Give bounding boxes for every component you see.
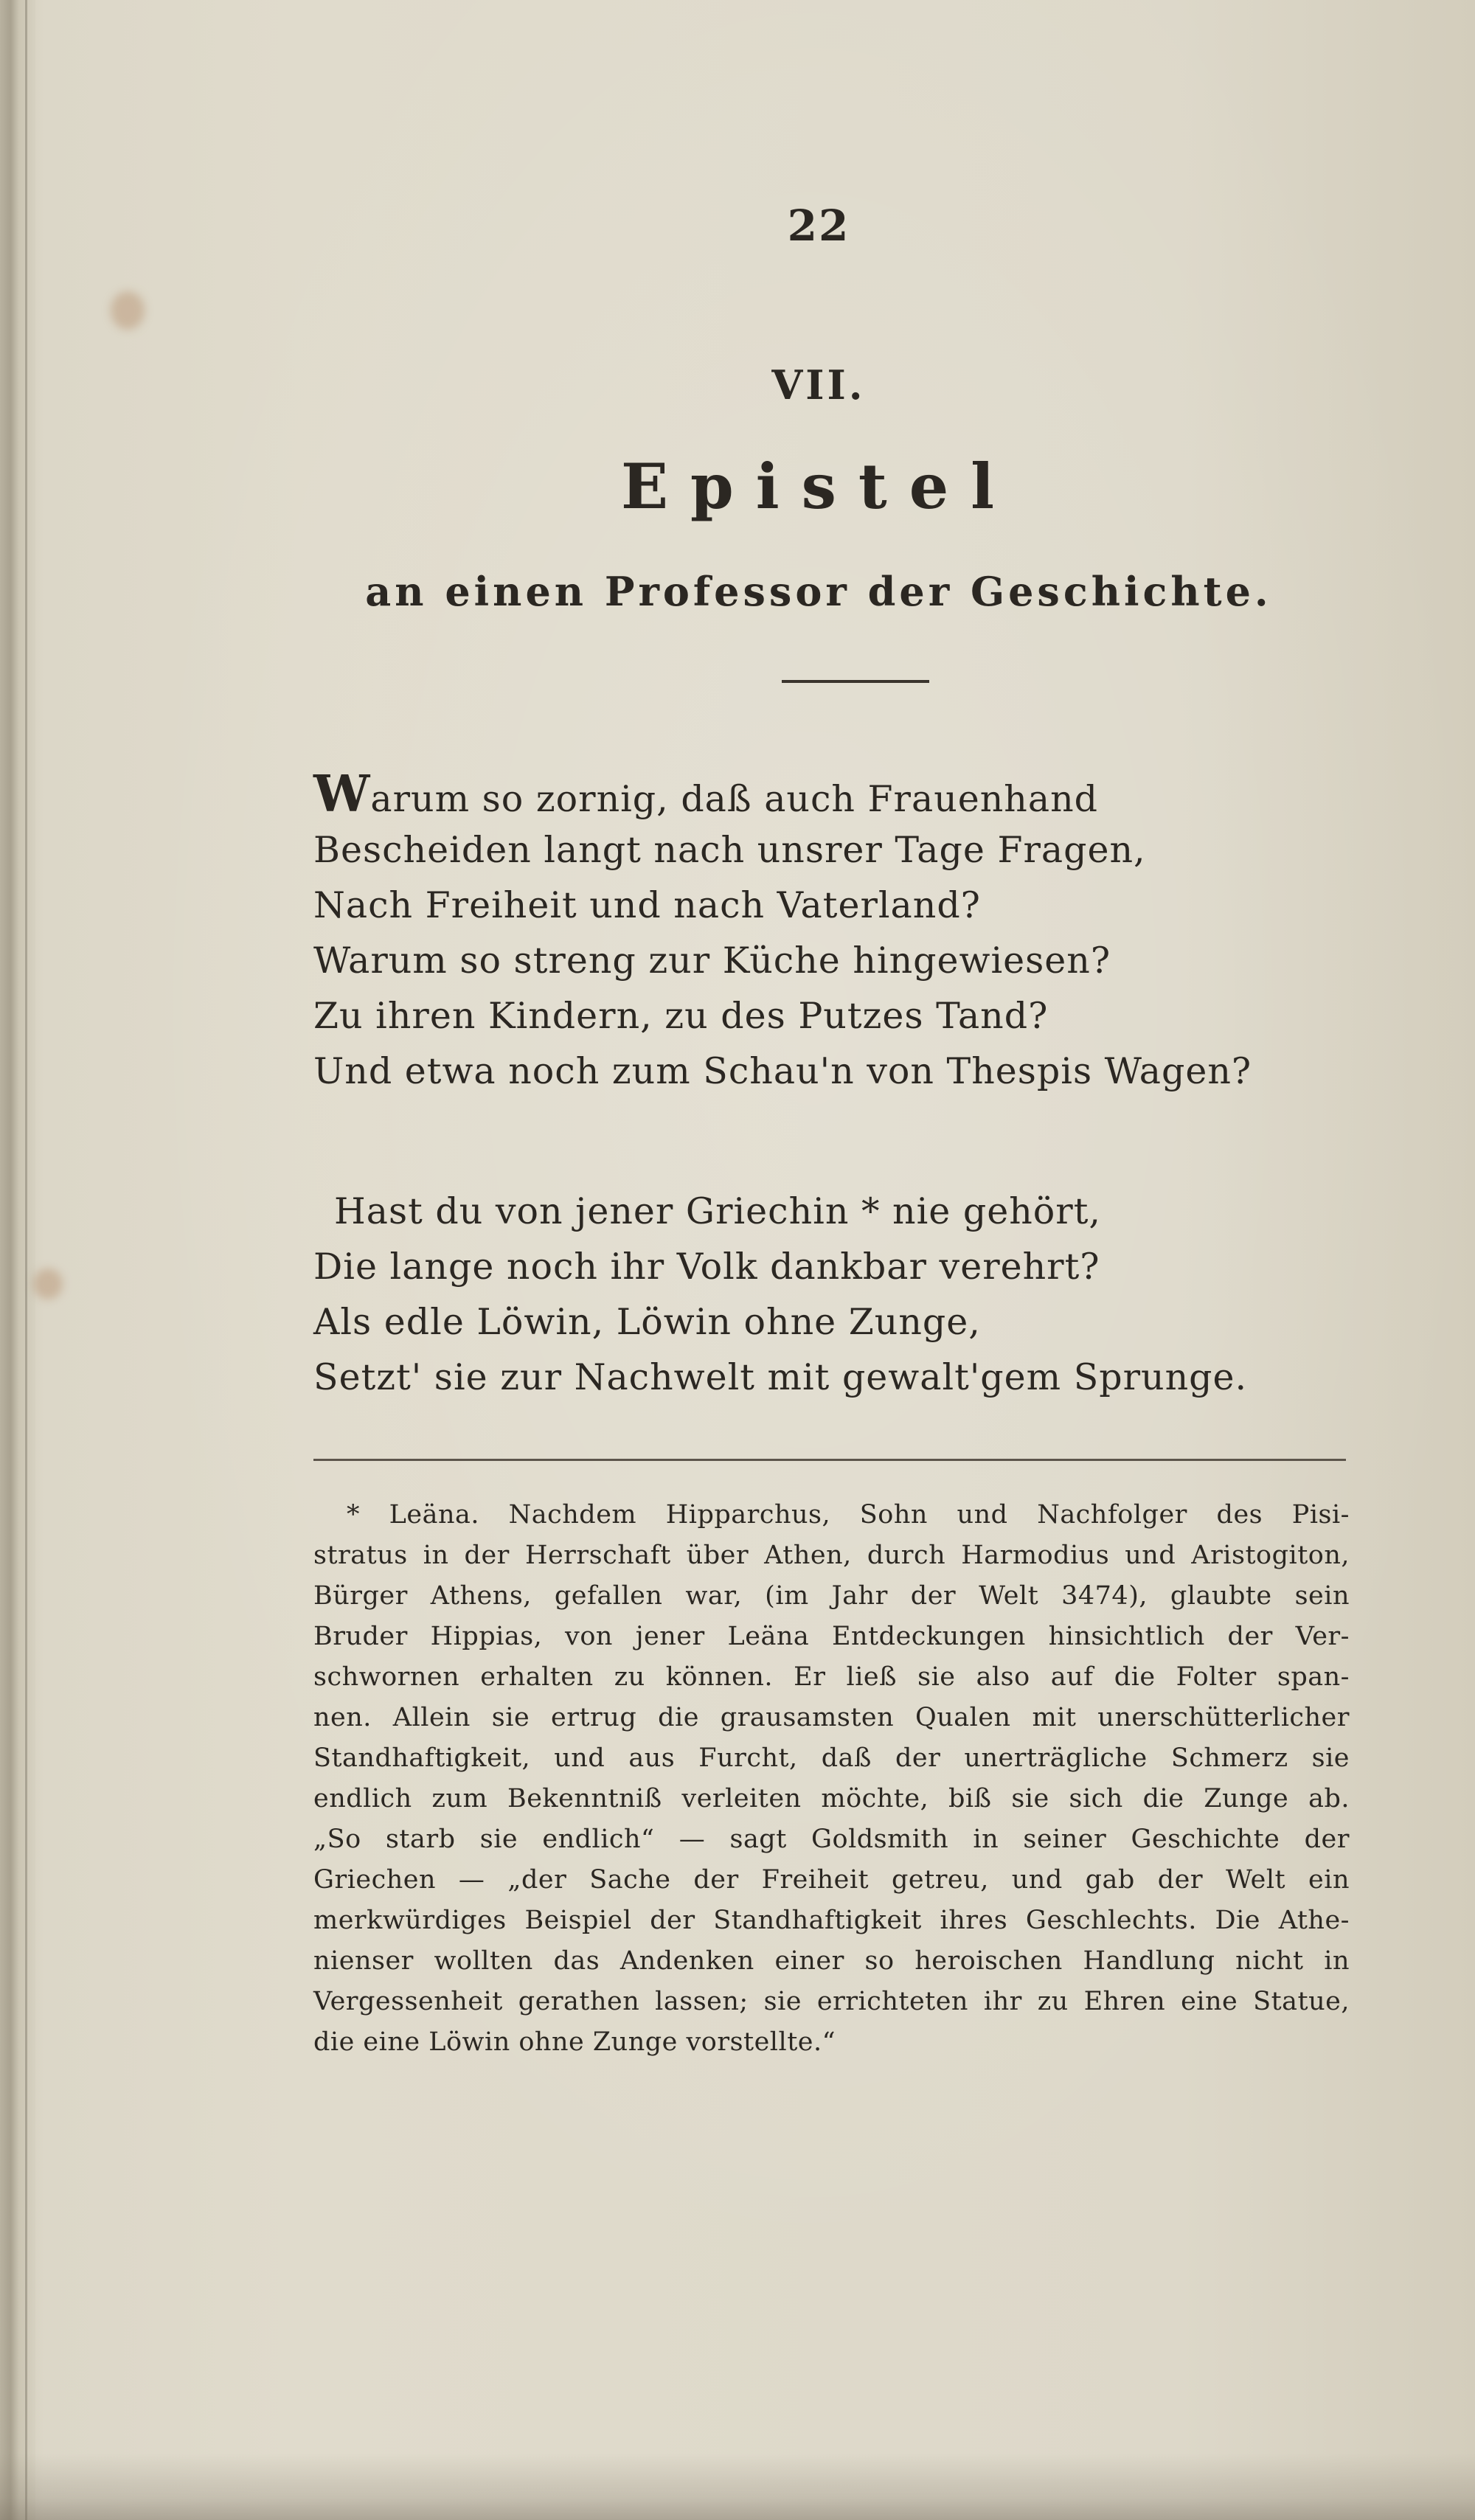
verse-line: Zu ihren Kindern, zu des Putzes Tand? [313, 995, 1049, 1037]
verse-line: Die lange noch ihr Volk dankbar verehrt? [313, 1246, 1100, 1288]
footnote-line: endlich zum Bekenntniß verleiten möchte, biß sie sich die Zunge ab. [313, 1784, 1350, 1813]
footnote-line: Standhaftigkeit, und aus Furcht, daß der unerträgliche Schmerz sie [313, 1743, 1350, 1773]
footnote-line: stratus in der Herrschaft über Athen, durch Harmodius und Aristogiton, [313, 1541, 1350, 1570]
footnote-line: * Leäna. Nachdem Hipparchus, Sohn und Nachfolger des Pisi- [347, 1500, 1350, 1530]
verse-line: Bescheiden langt nach unsrer Tage Fragen, [313, 829, 1146, 871]
footnote-line: merkwürdiges Beispiel der Standhaftigkeit ihres Geschlechts. Die Athe- [313, 1906, 1350, 1935]
page-number: 22 [787, 201, 850, 251]
footnote-line: nienser wollten das Andenken einer so heroischen Handlung nicht in [313, 1946, 1350, 1976]
section-number: VII. [771, 361, 866, 409]
footnote-line: „So starb sie endlich“ — sagt Goldsmith in seiner Geschichte der [313, 1825, 1350, 1854]
stanza-2 [313, 1184, 1346, 1405]
verse-line: Nach Freiheit und nach Vaterland? [313, 884, 981, 926]
footnote [313, 1495, 1350, 2063]
page-bottom-shadow [0, 2454, 1475, 2520]
footnote-line: schwornen erhalten zu können. Er ließ sie also auf die Folter span- [313, 1662, 1350, 1692]
poem-subtitle: an einen Professor der Geschichte. [365, 568, 1272, 615]
footnote-line: Bürger Athens, gefallen war, (im Jahr der Welt 3474), glaubte sein [313, 1581, 1350, 1611]
verse-line: Setzt' sie zur Nachwelt mit gewalt'gem Sprunge. [313, 1356, 1248, 1398]
page-gutter [0, 0, 35, 2520]
verse-line: Und etwa noch zum Schau'n von Thespis Wagen? [313, 1050, 1252, 1092]
title-divider [782, 680, 929, 683]
footnote-line: Griechen — „der Sache der Freiheit getreu, und gab der Welt ein [313, 1865, 1350, 1895]
verse-line: Warum so streng zur Küche hingewiesen? [313, 940, 1111, 982]
paper-stain [33, 1268, 63, 1299]
poem-title: Epistel [620, 450, 1017, 523]
footnote-line: nen. Allein sie ertrug die grausamsten Qualen mit unerschütterlicher [313, 1703, 1350, 1732]
verse-line: Warum so zornig, daß auch Frauenhand [313, 765, 1098, 824]
verse-line: Als edle Löwin, Löwin ohne Zunge, [313, 1301, 981, 1343]
footnote-divider [313, 1459, 1346, 1461]
footnote-line: die eine Löwin ohne Zunge vorstellte.“ [313, 2027, 836, 2057]
paper-stain [111, 291, 145, 330]
verse-line: Hast du von jener Griechin * nie gehört, [334, 1190, 1101, 1232]
gutter-line [25, 0, 27, 2520]
footnote-line: Bruder Hippias, von jener Leäna Entdeckungen hinsichtlich der Ver- [313, 1622, 1350, 1651]
stanza-1 [313, 767, 1346, 1099]
footnote-line: Vergessenheit gerathen lassen; sie errichteten ihr zu Ehren eine Statue, [313, 1987, 1350, 2016]
